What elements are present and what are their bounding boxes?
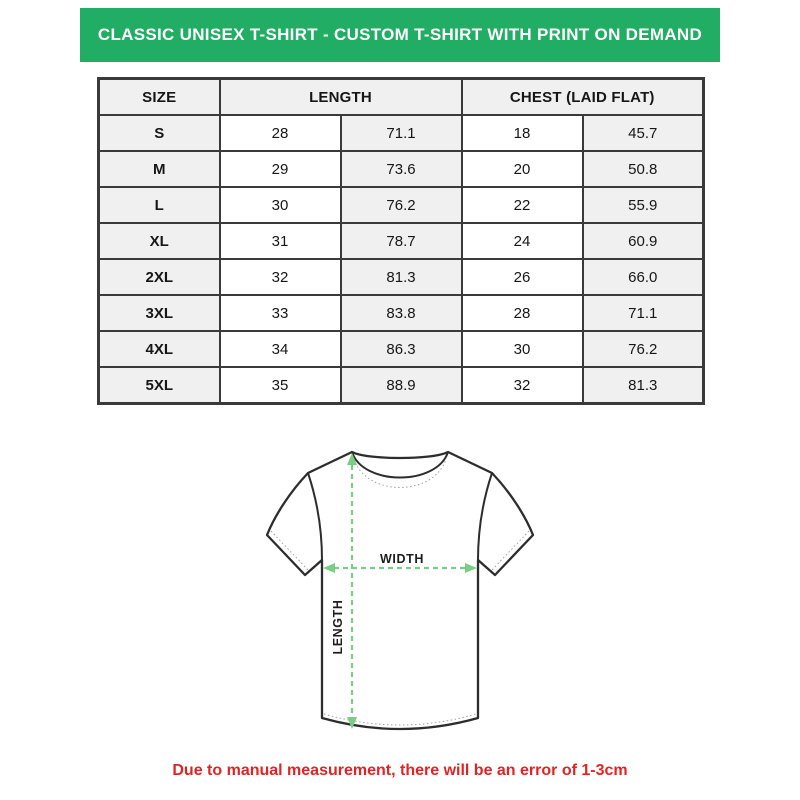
chest-in-cell: 28 (462, 295, 583, 331)
table-row (99, 223, 704, 259)
chest-in-cell: 20 (462, 151, 583, 187)
length-cm-cell: 73.6 (341, 151, 462, 187)
chest-cm-cell: 76.2 (583, 331, 704, 367)
table-row (99, 115, 704, 151)
chest-cm-cell: 71.1 (583, 295, 704, 331)
length-cm-cell: 83.8 (341, 295, 462, 331)
length-in-cell: 35 (220, 367, 341, 404)
chest-in-cell: 30 (462, 331, 583, 367)
tshirt-outline-icon (267, 452, 533, 729)
length-in-cell: 31 (220, 223, 341, 259)
length-in-cell: 29 (220, 151, 341, 187)
title-banner (80, 8, 720, 62)
chest-in-cell: 32 (462, 367, 583, 404)
length-cm-cell: 81.3 (341, 259, 462, 295)
chest-cm-cell: 50.8 (583, 151, 704, 187)
length-in-cell: 30 (220, 187, 341, 223)
size-cell: L (99, 187, 220, 223)
table-row (99, 367, 704, 404)
width-label: WIDTH (380, 552, 424, 566)
table-row (99, 187, 704, 223)
chest-cm-cell: 55.9 (583, 187, 704, 223)
header-row (99, 79, 704, 116)
size-cell: XL (99, 223, 220, 259)
table-row (99, 295, 704, 331)
length-cm-cell: 71.1 (341, 115, 462, 151)
size-cell: M (99, 151, 220, 187)
chest-cm-cell: 81.3 (583, 367, 704, 404)
size-cell: 3XL (99, 295, 220, 331)
length-in-cell: 33 (220, 295, 341, 331)
table-row (99, 259, 704, 295)
page-title: CLASSIC UNISEX T-SHIRT - CUSTOM T-SHIRT WITH PRINT ON DEMAND (97, 25, 703, 44)
tshirt-diagram (250, 437, 550, 747)
length-label: LENGTH (331, 599, 345, 655)
length-cm-cell: 78.7 (341, 223, 462, 259)
length-in-cell: 32 (220, 259, 341, 295)
chest-cm-cell: 60.9 (583, 223, 704, 259)
length-cm-cell: 86.3 (341, 331, 462, 367)
chest-in-cell: 18 (462, 115, 583, 151)
col-header-chest: CHEST (LAID FLAT) (462, 79, 704, 116)
size-cell: 5XL (99, 367, 220, 404)
table-row (99, 151, 704, 187)
length-cm-cell: 88.9 (341, 367, 462, 404)
size-cell: S (99, 115, 220, 151)
length-in-cell: 28 (220, 115, 341, 151)
length-in-cell: 34 (220, 331, 341, 367)
measurement-note: Due to manual measurement, there will be an error of 1-3cm (172, 762, 628, 779)
chest-cm-cell: 45.7 (583, 115, 704, 151)
size-chart-table (97, 77, 705, 405)
length-cm-cell: 76.2 (341, 187, 462, 223)
chest-in-cell: 22 (462, 187, 583, 223)
col-header-length: LENGTH (220, 79, 462, 116)
size-cell: 4XL (99, 331, 220, 367)
chest-in-cell: 26 (462, 259, 583, 295)
size-cell: 2XL (99, 259, 220, 295)
col-header-size: SIZE (99, 79, 220, 116)
chest-cm-cell: 66.0 (583, 259, 704, 295)
chest-in-cell: 24 (462, 223, 583, 259)
table-row (99, 331, 704, 367)
